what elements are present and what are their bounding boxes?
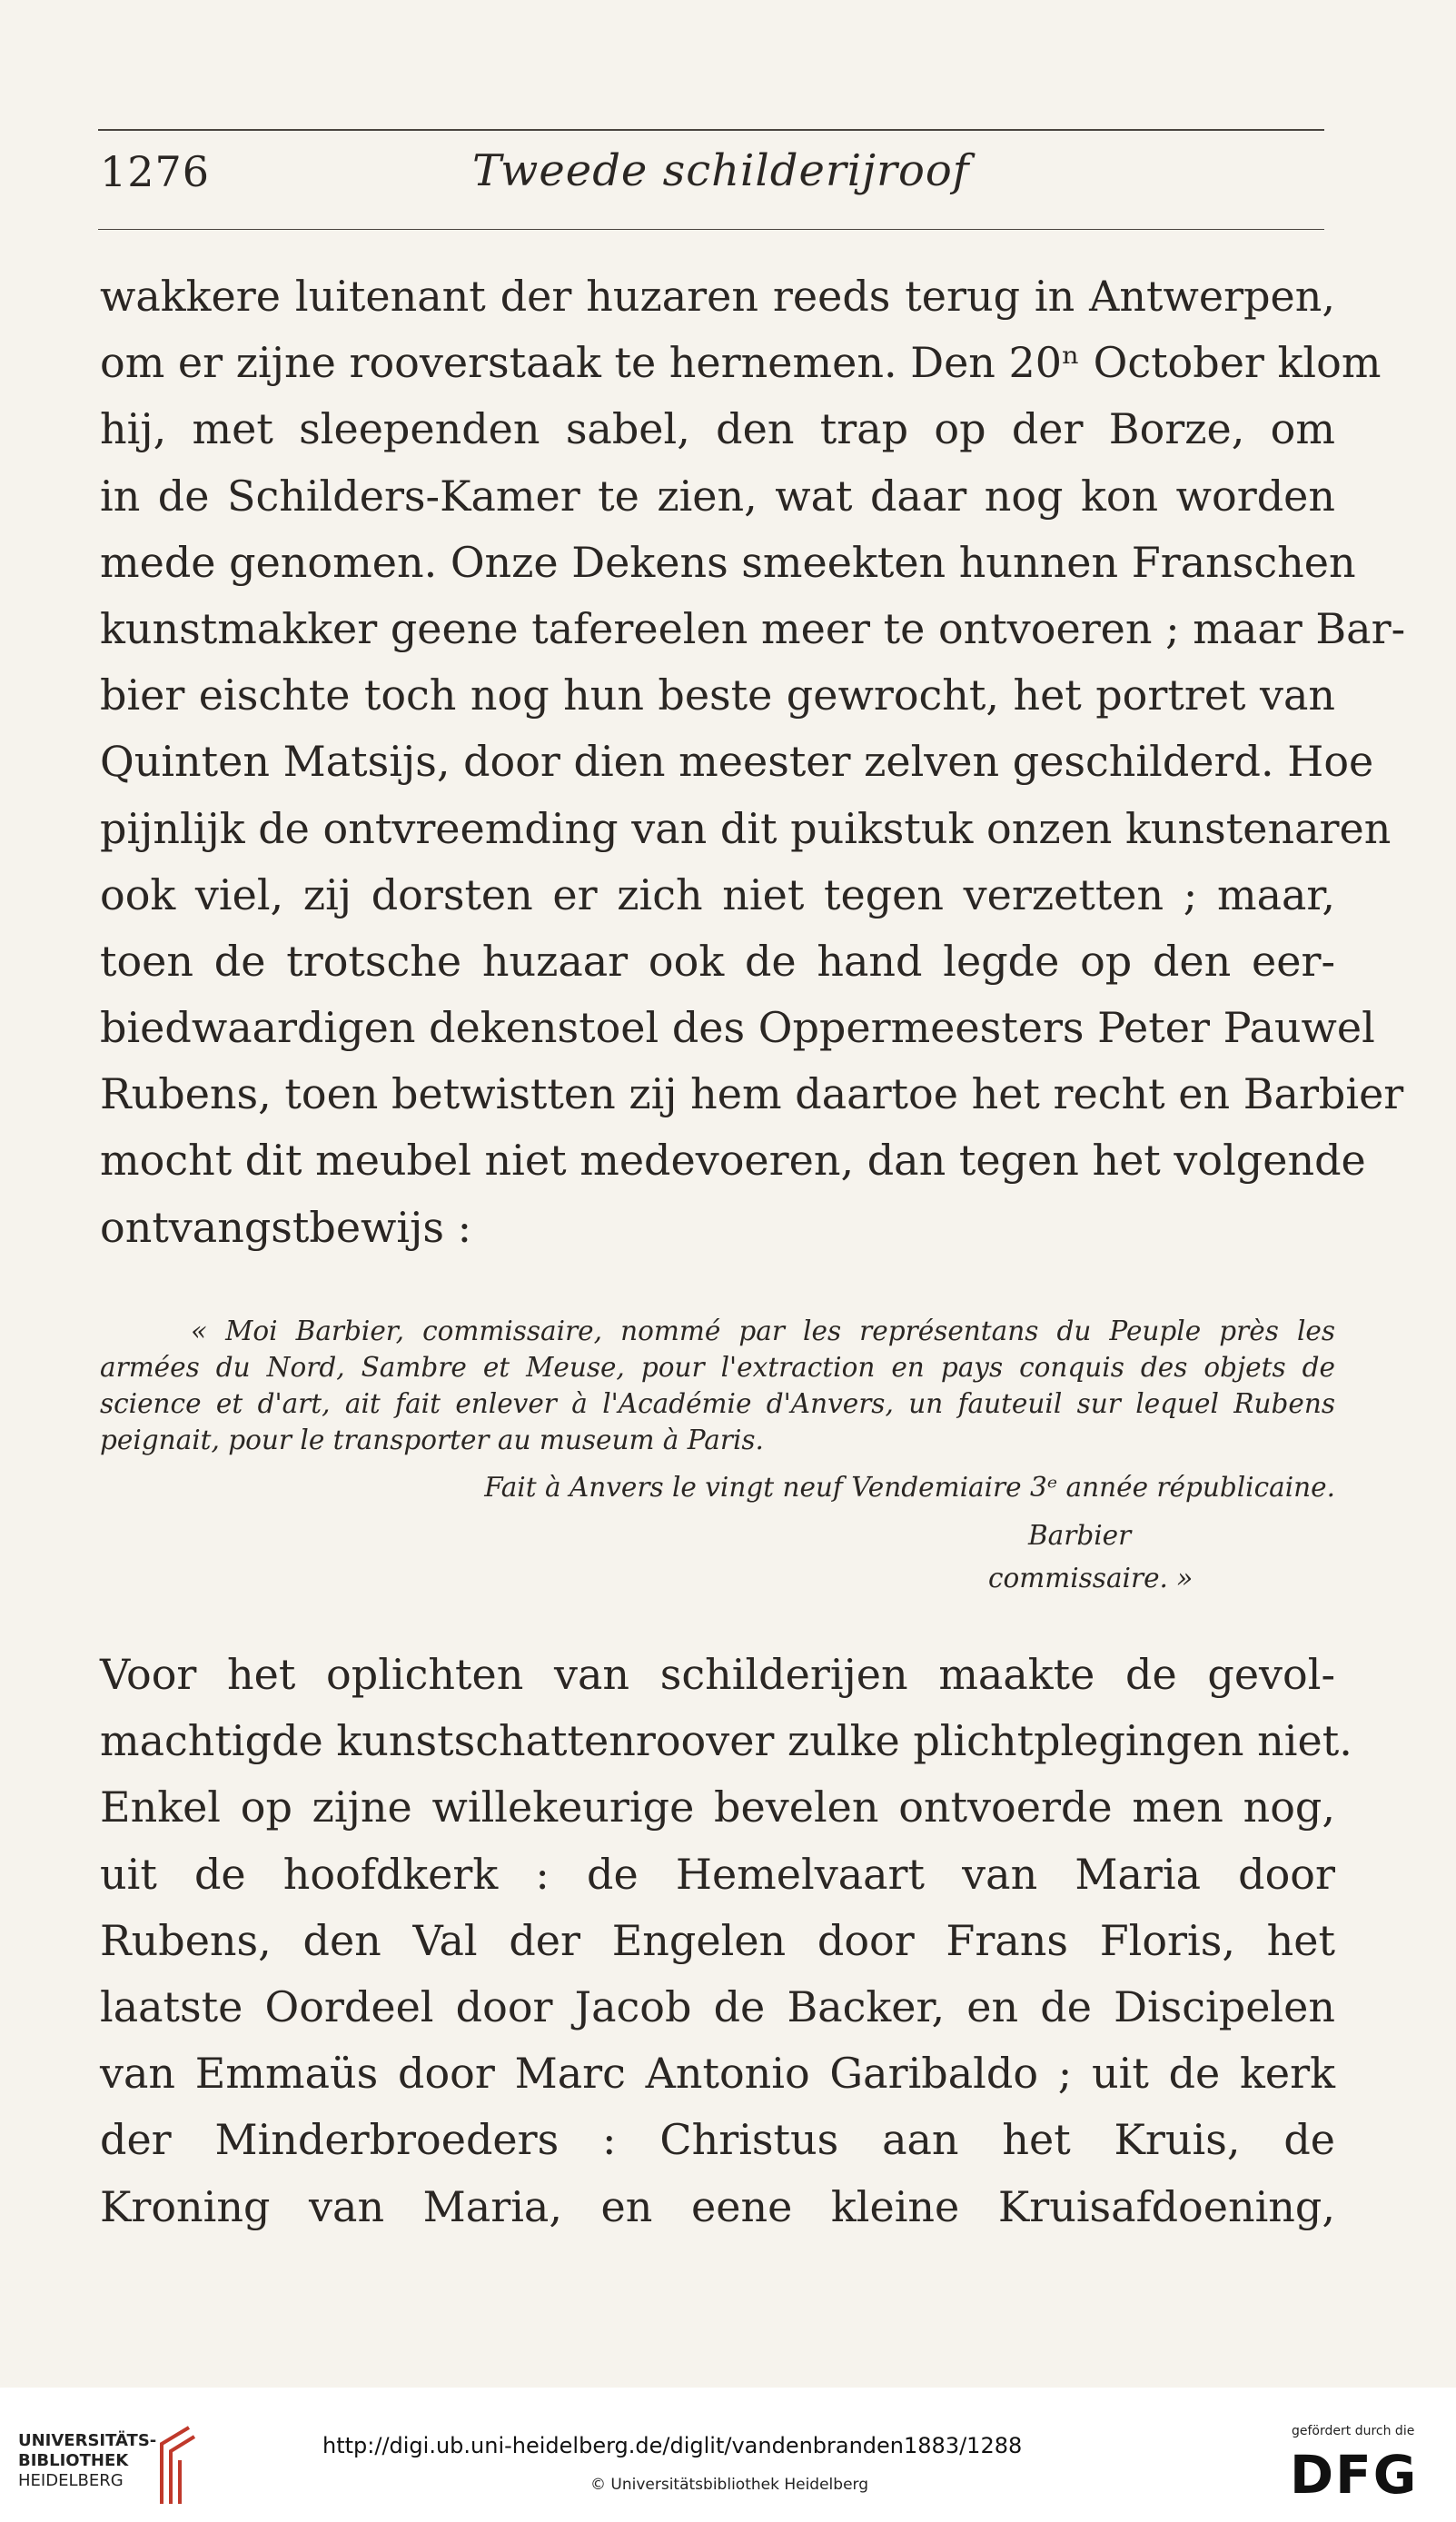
text-line: biedwaardigen dekenstoel des Oppermeesters Peter Pauwel <box>100 1003 1375 1053</box>
text-line: der Minderbroeders : Christus aan het Kruis, de <box>100 2115 1335 2165</box>
text-line: laatste Oordeel door Jacob de Backer, en de Discipelen <box>100 1981 1335 2031</box>
quote-signature: Barbier <box>1028 1520 1132 1551</box>
text-line: in de Schilders-Kamer te zien, wat daar nog kon worden <box>100 471 1335 521</box>
library-line: BIBLIOTHEK <box>18 2451 129 2470</box>
text-line: bier eischte toch nog hun beste gewrocht, het portret van <box>100 670 1335 720</box>
library-line: HEIDELBERG <box>18 2471 124 2490</box>
text-line: om er zijne rooverstaak te hernemen. Den 20ⁿ October klom <box>100 338 1382 388</box>
paragraph-1 <box>100 263 1406 1261</box>
quote-line: armées du Nord, Sambre et Meuse, pour l'extraction en pays conquis des objets de <box>100 1352 1335 1383</box>
quote-signature-role: commissaire. » <box>988 1563 1194 1594</box>
quote-line: « Moi Barbier, commissaire, nommé par les représentans du Peuple près les <box>191 1316 1335 1346</box>
digitization-footer <box>0 2388 1456 2522</box>
header-rule-top <box>98 129 1324 131</box>
text-line: mede genomen. Onze Dekens smeekten hunnen Franschen <box>100 537 1356 587</box>
text-line: mocht dit meubel niet medevoeren, dan tegen het volgende <box>100 1136 1366 1186</box>
text-line: pijnlijk de ontvreemding van dit puikstuk onzen kunstenaren <box>100 803 1392 853</box>
funder-logo-text: DFG <box>1290 2444 1419 2506</box>
text-line: toen de trotsche huzaar ook de hand legde op den eer- <box>100 936 1335 986</box>
text-line: Rubens, toen betwistten zij hem daartoe het recht en Barbier <box>100 1069 1404 1119</box>
quote-date-line: Fait à Anvers le vingt neuf Vendemiaire 3ᵉ année républicaine. <box>484 1472 1335 1503</box>
text-line: kunstmakker geene tafereelen meer te ontvoeren ; maar Bar- <box>100 603 1406 653</box>
text-line: Kroning van Maria, en eene kleine Kruisafdoening, <box>100 2181 1335 2231</box>
dfg-logo <box>1290 2424 1444 2515</box>
page-number: 1276 <box>100 147 211 196</box>
text-line: uit de hoofdkerk : de Hemelvaart van Maria door <box>100 1849 1335 1899</box>
library-name <box>18 2431 156 2491</box>
funder-tagline: gefördert durch die <box>1292 2424 1415 2438</box>
header-rule-bottom <box>98 229 1324 230</box>
running-title: Tweede schilderijroof <box>472 145 970 196</box>
quote-line: science et d'art, ait fait enlever à l'Académie d'Anvers, un fauteuil sur lequel Rubens <box>100 1388 1335 1419</box>
text-line: machtigde kunstschattenroover zulke plichtplegingen niet. <box>100 1716 1352 1766</box>
text-line: Enkel op zijne willekeurige bevelen ontvoerde men nog, <box>100 1782 1335 1832</box>
text-line: wakkere luitenant der huzaren reeds terug in Antwerpen, <box>100 272 1335 321</box>
copyright-notice: © Universitätsbibliothek Heidelberg <box>590 2476 869 2494</box>
library-logo <box>18 2424 291 2515</box>
library-line: UNIVERSITÄTS- <box>18 2431 157 2450</box>
text-line: hij, met sleependen sabel, den trap op der Borze, om <box>100 404 1335 454</box>
text-line: Rubens, den Val der Engelen door Frans Floris, het <box>100 1915 1335 1965</box>
quoted-receipt <box>100 1313 1335 1594</box>
paragraph-2 <box>100 1642 1352 2240</box>
quote-line: peignait, pour le transporter au museum à Paris. <box>100 1425 764 1455</box>
text-line: Quinten Matsijs, door dien meester zelven geschilderd. Hoe <box>100 737 1374 787</box>
text-line: ook viel, zij dorsten er zich niet tegen verzetten ; maar, <box>100 869 1335 919</box>
text-line: ontvangstbewijs : <box>100 1202 472 1252</box>
library-emblem-icon <box>154 2424 218 2506</box>
source-url-link[interactable]: http://digi.ub.uni-heidelberg.de/diglit/vandenbranden1883/1288 <box>322 2433 1023 2458</box>
text-line: Voor het oplichten van schilderijen maakte de gevol- <box>100 1650 1335 1699</box>
text-line: van Emmaüs door Marc Antonio Garibaldo ; uit de kerk <box>100 2049 1335 2099</box>
